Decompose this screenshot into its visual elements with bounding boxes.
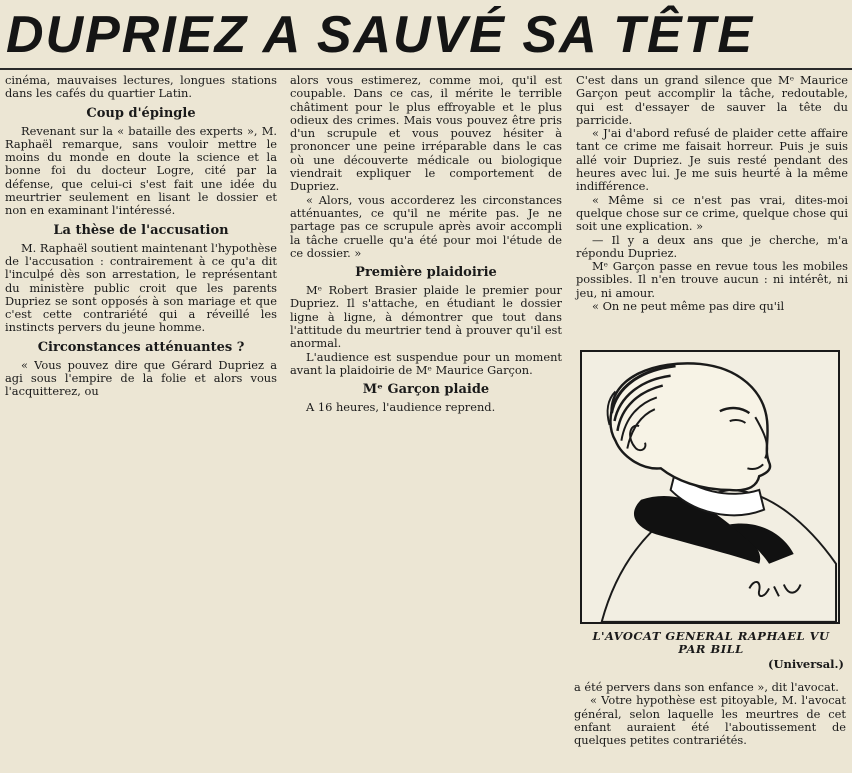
headline-rule [0,68,852,70]
paragraph: « J'ai d'abord refusé de plaider cette affaire tant ce crime me faisait horreur. Puis je suis allé voir Dupriez. Je suis resté pendant des heures avec lui. Je me suis heurté à la même indifférence. [576,126,848,194]
paragraph: M. Raphaël soutient maintenant l'hypothèse de l'accusation : contrairement à ce qu'a dit l'inculpé dès son arrestation, le représentant du ministère public croit que les parents Dupriez se sont opposés à son mariage et que c'est cette contrariété qui a réveillé les instincts pervers du jeune homme. [5,240,277,335]
paragraph: « Vous pouvez dire que Gérard Dupriez a agi sous l'empire de la folie et alors vous l'acquitterez, ou [5,357,277,399]
paragraph: A 16 heures, l'audience reprend. [306,400,496,415]
subheading: Mᵉ Garçon plaide [362,382,490,398]
column-3 [576,74,848,313]
subheading: La thèse de l'accusation [53,222,229,238]
paragraph: cinéma, mauvaises lectures, longues stations dans les cafés du quartier Latin. [5,73,277,101]
paragraph: « Votre hypothèse est pitoyable, M. l'avocat général, selon laquelle les meurtres de cet enfant auraient été l'aboutissement de quelques petites contrariétés. [574,693,846,748]
cartoon-caption: L'AVOCAT GENERAL RAPHAEL VU PAR BILL [592,629,830,656]
caricature-drawing [582,352,838,622]
headline: DUPRIEZ A SAUVÉ SA TÊTE [6,6,755,64]
subheading: Première plaidoirie [355,265,497,281]
paragraph: a été pervers dans son enfance », dit l'avocat. [574,680,839,694]
paragraph: L'audience est suspendue pour un moment avant la plaidoirie de Mᵉ Maurice Garçon. [290,349,562,377]
paragraph: « Alors, vous accorderez les circonstances atténuantes, ce qu'il ne mérite pas. Je ne partage pas ce scrupule après avoir accompli la tâche cruelle qu'a été pour moi l'étude de ce dossier. » [290,192,562,260]
paragraph: « Même si ce n'est pas vrai, dites-moi quelque chose sur ce crime, quelque chose qui soit une explication. » [576,192,848,234]
paragraph: Mᵉ Garçon passe en revue tous les mobiles possibles. Il n'en trouve aucun : ni intérêt, ni jeu, ni amour. [576,259,848,300]
paragraph: — Il y a deux ans que je cherche, m'a répondu Dupriez. [576,232,848,260]
subheading: Coup d'épingle [86,105,196,121]
column-2 [290,74,562,415]
photo-credit: (Universal.) [768,657,844,671]
paragraph: « On ne peut même pas dire qu'il [592,299,785,314]
column-1 [5,74,277,399]
cartoon-illustration [580,350,840,624]
paragraph: alors vous estimerez, comme moi, qu'il est coupable. Dans ce cas, il mérite le terrible châtiment pour le plus effroyable et le plus odieux des crimes. Mais vous pouvez être pris d'un scrupule et vous pouvez hésiter à prononcer une peine irréparable dans le cas où une découverte médicale ou biologique viendrait expliquer le comportement de Dupriez. [290,73,562,194]
paragraph: C'est dans un grand silence que Mᵉ Maurice Garçon peut accomplir la tâche, redoutable, qui est d'essayer de sauver la tête du parricide. [576,73,848,127]
subheading: Circonstances atténuantes ? [37,339,245,355]
column-3-continued [574,681,846,747]
paragraph: Revenant sur la « bataille des experts », M. Raphaël remarque, sans vouloir mettre le moins du monde en doute la science et la bonne foi du docteur Logre, cité par la défense, que celui-ci s'est fait une idée du meurtrier seulement en lisant le dossier et non en examinant l'intéressé. [5,123,277,218]
paragraph: Mᵉ Robert Brasier plaide le premier pour Dupriez. Il s'attache, en étudiant le dossier ligne à ligne, à démontrer que tout dans l'attitude du meurtrier tend à prouver qu'il est anormal. [290,283,562,351]
